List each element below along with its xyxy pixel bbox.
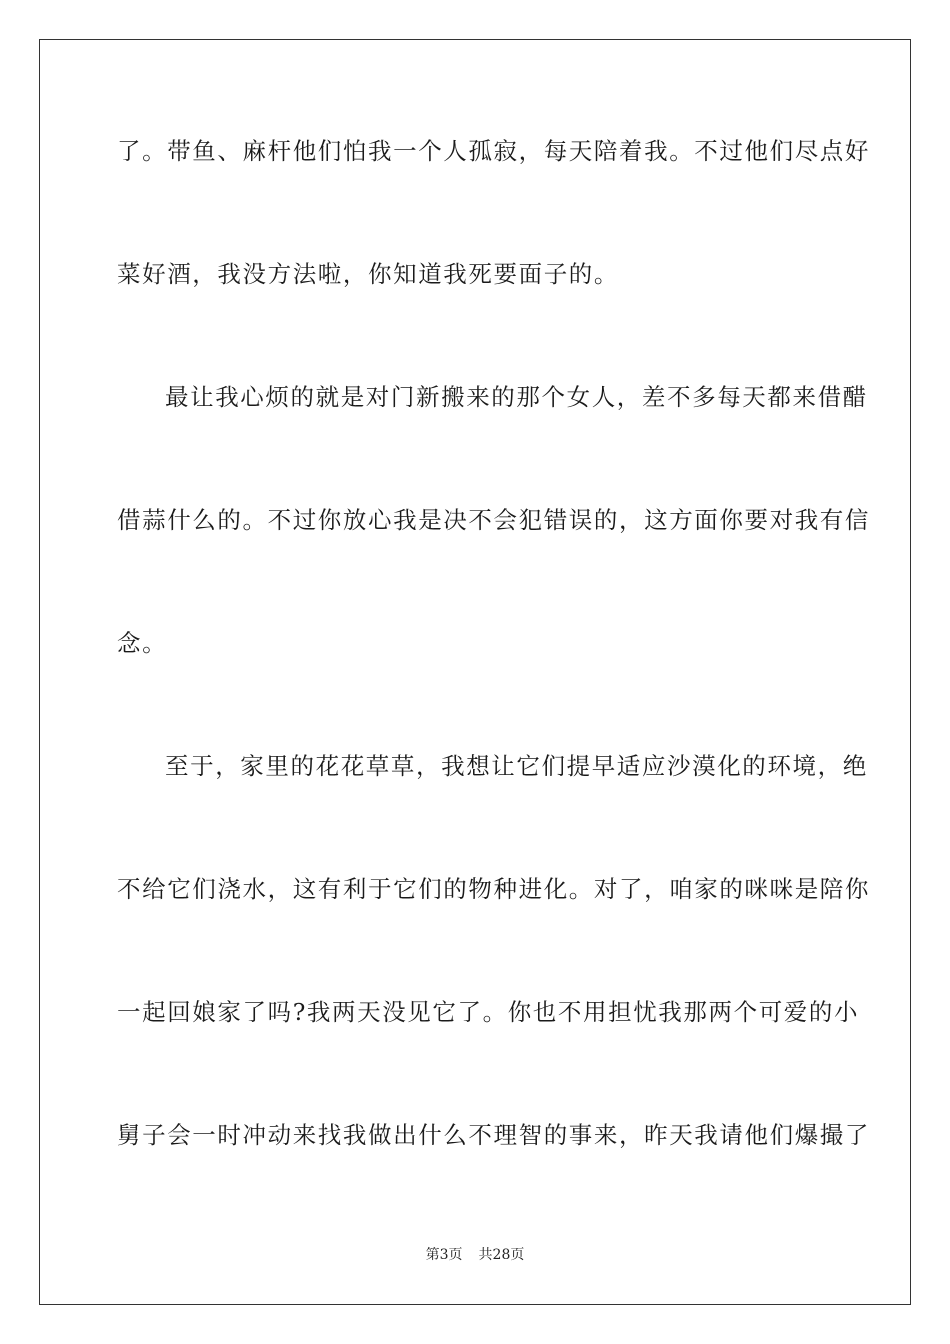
page-footer bbox=[0, 1246, 950, 1264]
text-line: 借蒜什么的。不过你放心我是决不会犯错误的，这方面你要对我有信 bbox=[117, 506, 870, 534]
page-border bbox=[39, 39, 911, 1305]
text-line: 一起回娘家了吗?我两天没见它了。你也不用担忧我那两个可爱的小 bbox=[117, 998, 860, 1026]
text-line: 念。 bbox=[117, 629, 168, 657]
text-line: 了。带鱼、麻杆他们怕我一个人孤寂，每天陪着我。不过他们尽点好 bbox=[117, 137, 870, 165]
paragraph-start-line: 最让我心烦的就是对门新搬来的那个女人，差不多每天都来借醋 bbox=[165, 383, 868, 411]
text-line: 不给它们浇水，这有利于它们的物种进化。对了，咱家的咪咪是陪你 bbox=[117, 875, 870, 903]
text-line: 菜好酒，我没方法啦，你知道我死要面子的。 bbox=[117, 260, 619, 288]
text-line: 舅子会一时冲动来找我做出什么不理智的事来，昨天我请他们爆撮了 bbox=[117, 1121, 870, 1149]
page-total: 共28页 bbox=[478, 1247, 525, 1263]
page-number: 第3页 bbox=[425, 1247, 463, 1263]
paragraph-start-line: 至于，家里的花花草草，我想让它们提早适应沙漠化的环境，绝 bbox=[165, 752, 868, 780]
